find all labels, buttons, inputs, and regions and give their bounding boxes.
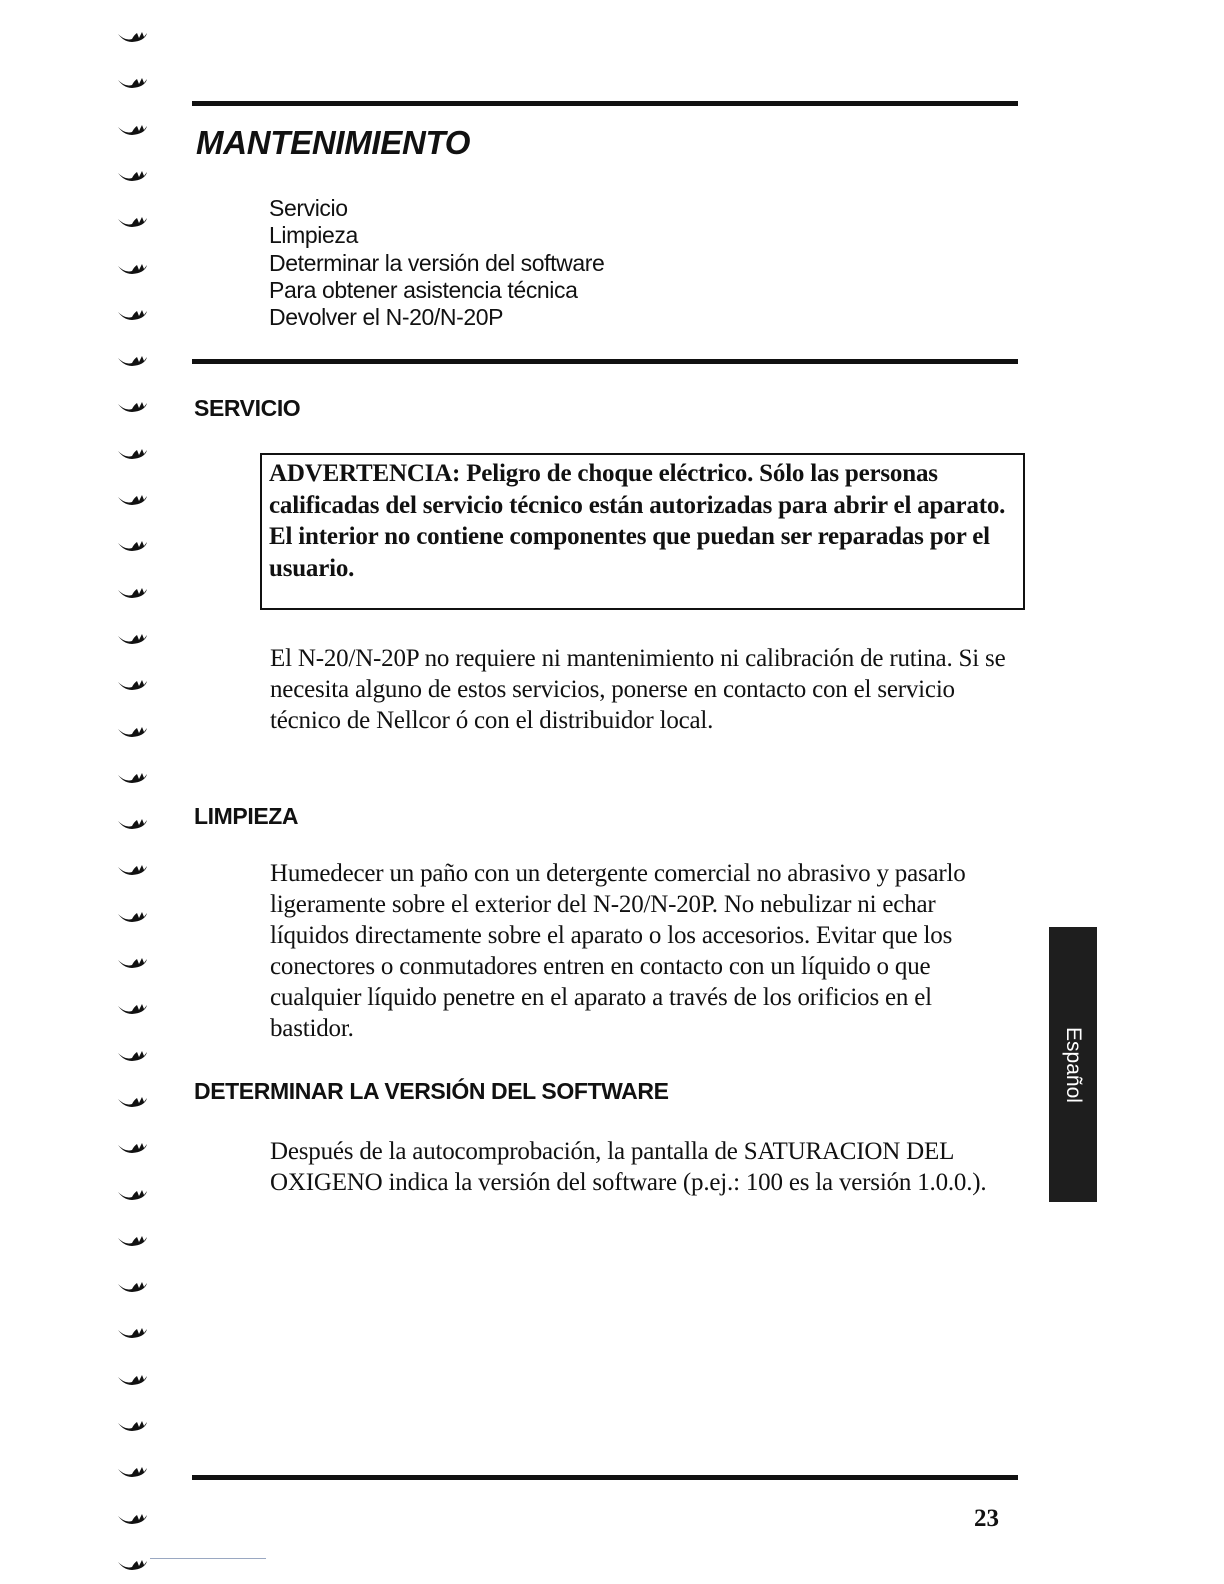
binding-ring-icon xyxy=(116,678,150,692)
binding-ring-icon xyxy=(116,1095,150,1109)
binding-ring-icon xyxy=(116,863,150,877)
binding-ring-icon xyxy=(116,308,150,322)
binding-ring-icon xyxy=(116,1419,150,1433)
warning-box xyxy=(260,453,1025,610)
servicio-paragraph: El N-20/N-20P no requiere ni mantenimiento ni calibración de rutina. Si se necesita alguno de estos servicios, ponerse en contacto con el servicio técnico de Nellcor ó con el distribuidor local. xyxy=(270,645,1006,734)
toc-item-version: Determinar la versión del software xyxy=(269,249,605,276)
binding-ring-icon xyxy=(116,632,150,646)
binding-ring-icon xyxy=(116,1002,150,1016)
binding-ring-icon xyxy=(116,1049,150,1063)
binding-ring-icon xyxy=(116,1373,150,1387)
binding-ring-icon xyxy=(116,1512,150,1526)
binding-ring-icon xyxy=(116,400,150,414)
spiral-binding xyxy=(116,0,156,1584)
binding-ring-icon xyxy=(116,262,150,276)
binding-ring-icon xyxy=(116,1234,150,1248)
binding-ring-icon xyxy=(116,447,150,461)
page-number: 23 xyxy=(974,1505,999,1532)
toc-item-asistencia: Para obtener asistencia técnica xyxy=(269,276,578,303)
binding-ring-icon xyxy=(116,30,150,44)
binding-ring-icon xyxy=(116,725,150,739)
binding-ring-icon xyxy=(116,1326,150,1340)
binding-ring-icon xyxy=(116,1558,150,1572)
software-version-paragraph: Después de la autocomprobación, la pantalla de SATURACION DEL OXIGENO indica la versión del software (p.ej.: 100 es la versión 1.0.0.). xyxy=(270,1138,987,1196)
binding-ring-icon xyxy=(116,910,150,924)
section-divider xyxy=(192,359,1018,364)
bottom-rule xyxy=(192,1475,1018,1480)
binding-ring-icon xyxy=(116,76,150,90)
binding-ring-icon xyxy=(116,771,150,785)
binding-ring-icon xyxy=(116,123,150,137)
binding-ring-icon xyxy=(116,1141,150,1155)
heading-software-version: DETERMINAR LA VERSIÓN DEL SOFTWARE xyxy=(194,1078,669,1104)
binding-ring-icon xyxy=(116,169,150,183)
language-tab-label: Español xyxy=(1062,1026,1086,1103)
binding-ring-icon xyxy=(116,493,150,507)
toc-item-servicio: Servicio xyxy=(269,195,348,221)
scan-artifact-line xyxy=(150,1558,266,1559)
language-tab xyxy=(1049,927,1097,1202)
chapter-contents xyxy=(269,195,604,331)
warning-text: ADVERTENCIA: Peligro de choque eléctrico. Sólo las personas calificadas del servicio técnico están autorizadas para abrir el aparato. El interior no contiene componentes que puedan ser reparadas por el usuario. xyxy=(269,460,1006,582)
heading-limpieza: LIMPIEZA xyxy=(194,803,299,829)
heading-servicio: SERVICIO xyxy=(194,395,301,421)
binding-ring-icon xyxy=(116,586,150,600)
binding-ring-icon xyxy=(116,539,150,553)
binding-ring-icon xyxy=(116,215,150,229)
binding-ring-icon xyxy=(116,1188,150,1202)
binding-ring-icon xyxy=(116,354,150,368)
binding-ring-icon xyxy=(116,1465,150,1479)
toc-item-devolver: Devolver el N-20/N-20P xyxy=(269,304,504,331)
binding-ring-icon xyxy=(116,817,150,831)
toc-item-limpieza: Limpieza xyxy=(269,222,358,249)
binding-ring-icon xyxy=(116,956,150,970)
page-title: MANTENIMIENTO xyxy=(196,124,471,161)
top-rule xyxy=(192,101,1018,106)
binding-ring-icon xyxy=(116,1280,150,1294)
limpieza-paragraph: Humedecer un paño con un detergente comercial no abrasivo y pasarlo ligeramente sobre el exterior del N-20/N-20P. No nebulizar ni echar líquidos directamente sobre el aparato o los accesorios. Evitar que los conectores o conmutadores entren en contacto con un líquido o que cualquier líquido penetre en el aparato a través de los orificios en el bastidor. xyxy=(270,860,966,1042)
